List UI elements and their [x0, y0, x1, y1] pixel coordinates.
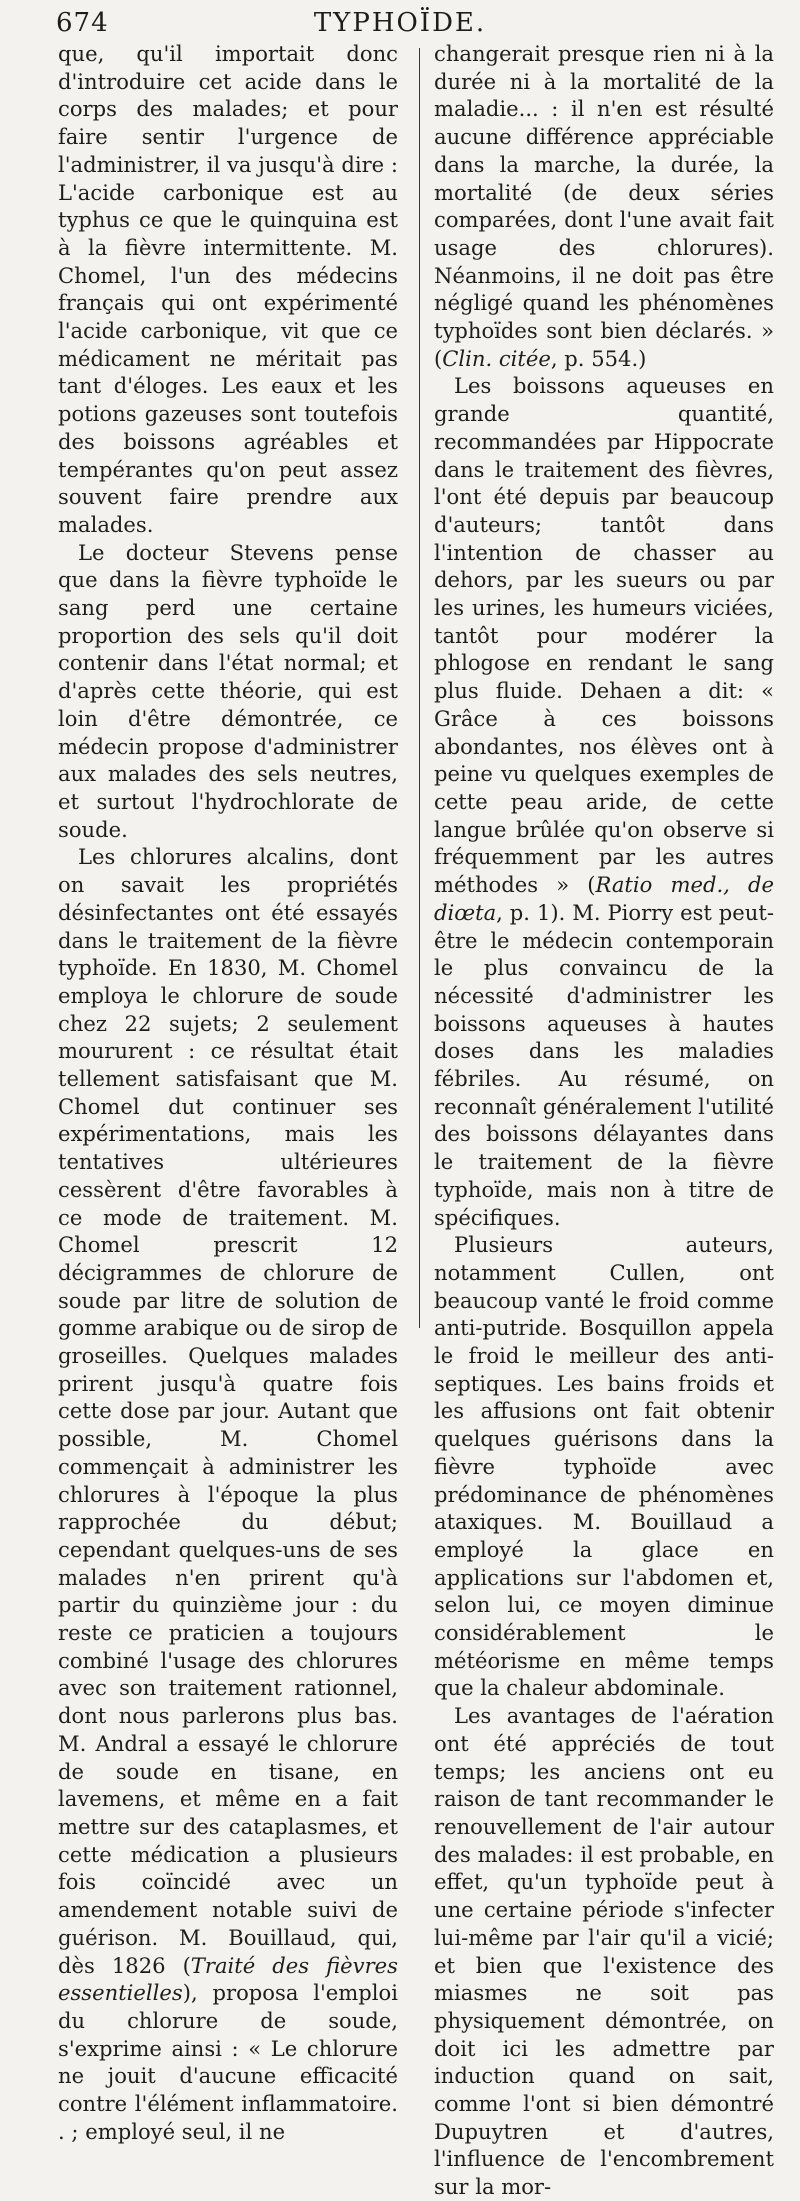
page-number: 674 [56, 8, 109, 38]
left-paragraph-3: Les chlorures alcalins, dont on savait les propriétés désinfectantes ont été essayés dans le traitement de la fièvre typhoïde. En 1830, M. Chomel employa le chlorure de soude chez 22 sujets; 2 seulement moururent : ce résultat était tellement satisfaisant que M. Chomel dut continuer ses expérimentations, mais les tentatives ultérieures cessèrent d'être favorables à ce mode de traitement. M. Chomel prescrit 12 décigrammes de chlorure de soude par litre de solution de gomme arabique ou de sirop de groseilles. Quelques malades prirent jusqu'à quatre fois cette dose par jour. Autant que possible, M. Chomel commençait à administrer les chlorures à l'époque la plus rapprochée du début; cependant quelques-uns de ses malades n'en prirent qu'à partir du quinzième jour : du reste ce praticien a toujours combiné l'usage des chlorures avec son traitement rationnel, dont nous parlerons plus bas. M. Andral a essayé le chlorure de soude en tisane, en lavemens, et même en a fait mettre sur des cataplasmes, et cette médication a plusieurs fois coïncidé avec un amendement notable suivi de guérison. M. Bouillaud, qui, dès 1826 (Traité des fièvres essentielles), proposa l'emploi du chlorure de soude, s'exprime ainsi : « Le chlorure ne jouit d'aucune efficacité contre l'élément inflammatoire. . ; employé seul, il ne [58, 844, 398, 2144]
left-column [58, 40, 398, 2145]
column-divider [419, 48, 420, 1328]
left-paragraph-1: que, qu'il importait donc d'introduire cet acide dans le corps des malades; et pour faire sentir l'urgence de l'administrer, il va jusqu'à dire : L'acide carbonique est au typhus ce que le quinquina est à la fièvre intermittente. M. Chomel, l'un des médecins français qui ont expérimenté l'acide carbonique, vit que ce médicament ne méritait pas tant d'éloges. Les eaux et les potions gazeuses sont toutefois des boissons agréables et tempérantes qu'on peut assez souvent faire prendre aux malades. [58, 41, 398, 537]
right-paragraph-4: Les avantages de l'aération ont été appréciés de tout temps; les anciens ont eu raison de tant recommander le renouvellement de l'air autour des malades: il est probable, en effet, qu'un typhoïde peut à une certaine période s'infecter lui-même par l'air qu'il a vicié; et bien que l'existence des miasmes ne soit pas physiquement démontrée, on doit ici les admettre par induction quand on sait, comme l'ont si bien démontré Dupuytren et d'autres, l'influence de l'encombrement sur la mor- [434, 1703, 774, 2200]
citation-italic: Clin. citée [442, 345, 551, 371]
right-paragraph-2: Les boissons aqueuses en grande quantité, recommandées par Hippocrate dans le traitement des fièvres, l'ont été depuis par beaucoup d'auteurs; tantôt dans l'intention de chasser au dehors, par les sueurs ou par les urines, les humeurs viciées, tantôt pour modérer la phlogose en rendant le sang plus fluide. Dehaen a dit: « Grâce à ces boissons abondantes, nos élèves ont à peine vu quelques exemples de cette peau aride, de cette langue brûlée qu'on observe si fréquemment par les autres méthodes » (Ratio med., de diœta, p. 1). M. Piorry est peut-être le médecin contemporain le plus convaincu de la nécessité d'administrer les boissons aqueuses à hautes doses dans les maladies fébriles. Au résumé, on reconnaît généralement l'utilité des boissons délayantes dans le traitement de la fièvre typhoïde, mais non à titre de spécifiques. [434, 373, 774, 1230]
right-paragraph-3: Plusieurs auteurs, notamment Cullen, ont beaucoup vanté le froid comme anti-putride. Bosquillon appela le froid le meilleur des anti-septiques. Les bains froids et les affusions ont fait obtenir quelques guérisons dans la fièvre typhoïde avec prédominance de phénomènes ataxiques. M. Bouillaud a employé la glace en applications sur l'abdomen et, selon lui, ce moyen diminue considérablement le météorisme en même temps que la chaleur abdominale. [434, 1232, 774, 1701]
right-column [434, 40, 774, 2201]
running-title: TYPHOÏDE. [313, 8, 487, 38]
right-paragraph-1: changerait presque rien ni à la durée ni à la mortalité de la maladie... : il n'en est résulté aucune différence appréciable dans la marche, la durée, la mortalité (de deux séries comparées, dont l'une avait fait usage des chlorures). Néanmoins, il ne doit pas être négligé quand les phénomènes typhoïdes sont bien déclarés. » (Clin. citée, p. 554.) [434, 41, 774, 371]
book-title-italic: Traité des fièvres essentielles [58, 1952, 398, 2006]
citation-italic-2: Ratio med., de diœta [434, 872, 774, 925]
left-paragraph-2: Le docteur Stevens pense que dans la fièvre typhoïde le sang perd une certaine proportion des sels qu'il doit contenir dans l'état normal; et d'après cette théorie, qui est loin d'être démontrée, ce médecin propose d'administrer aux malades des sels neutres, et surtout l'hydrochlorate de soude. [58, 539, 398, 842]
